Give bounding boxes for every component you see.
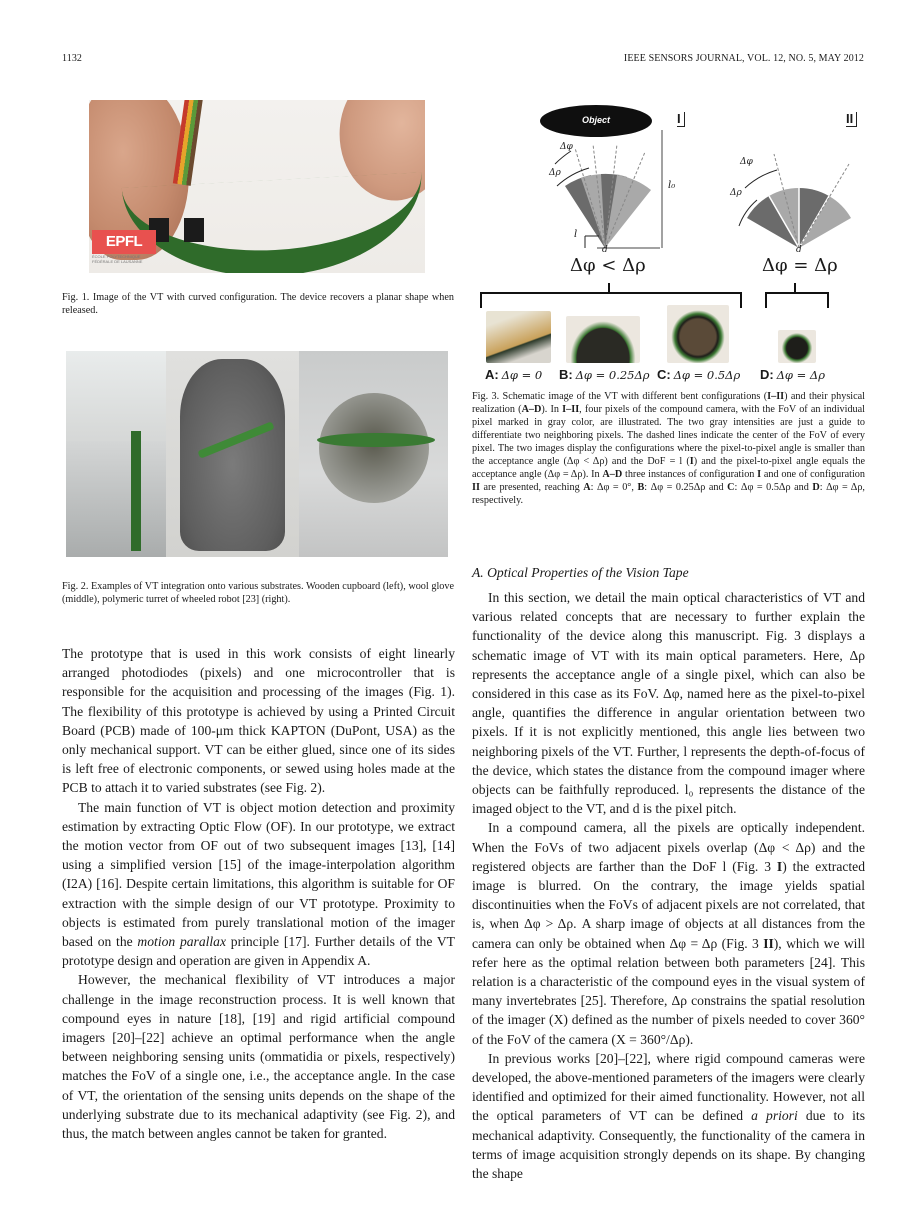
- figure-1-caption: Fig. 1. Image of the VT with curved configuration. The device recovers a planar shape when released.: [62, 292, 454, 316]
- l-label: l: [574, 229, 578, 240]
- page-number: 1132: [62, 53, 83, 64]
- paragraph: In a compound camera, all the pixels are optically independent. When the FoVs of two adjacent pixels overlap (Δφ < Δρ) and the registered objects are farther than the DoF l (Fig. 3 I) the extracted image is blurred. On the contrary, the image yields spatial discontinuities when the FoVs of adjacent pixels are not correlated, that is, when Δφ > Δρ. A sharp image of objects at all distances from the camera can only be obtained when Δφ = Δρ (Fig. 3 II), which we will refer here as the optimal relation between both parameters [24]. This relation is a characteristic of the compound eyes in the visual system of many invertebrates [25]. Therefore, Δρ constrains the spatial resolution of the imager (X) defined as the number of pixels needed to cover 360° of the FoV of the camera (X = 360°/Δρ).: [472, 820, 866, 1047]
- d-label: d: [602, 245, 608, 255]
- left-column-body: [62, 644, 455, 1143]
- relation-I: Δφ < Δρ: [570, 255, 646, 276]
- thumb-C-cylinder: [667, 305, 729, 363]
- thumb-D-label: D: Δφ = Δρ: [760, 367, 825, 382]
- thumb-A-label: A: Δφ = 0: [485, 367, 543, 382]
- thumb-D-small-cylinder: [778, 330, 816, 363]
- thumb-C-label: C: Δφ = 0.5Δρ: [657, 367, 741, 382]
- brace-II: [765, 292, 829, 308]
- section-heading: A. Optical Properties of the Vision Tape: [472, 565, 689, 580]
- paragraph: In this section, we detail the main optical characteristics of VT and various related concepts that are necessary to further explain the functionality of the device along this manuscript. Fig. 3 displays a schematic image of VT with its main optical parameters. Here, Δρ represents the acceptance angle of a single pixel, which can also be considered in this case as its FoV. Δφ, named here as the pixel-to-pixel angle, quantifies the difference in angular orientation between two pixels. If it is not explicitly mentioned, this angle lies between two neighboring pixels of the VT. Further, l represents the depth-of-focus of the device, which states the distance from the compound imager where objects can be faithfully reproduced. l₀ represents the distance of the imaged object to the VT, and d is the pixel pitch.: [472, 590, 865, 817]
- figure-1-photo: [89, 100, 425, 273]
- thumb-A-flat: [486, 311, 551, 363]
- paragraph: However, the mechanical flexibility of VT introduces a major challenge in the image reconstruction process. It is well known that compound eyes in nature [18], [19] and rigid artificial compound imagers [20]–[22] achieve an optimal performance when the angle between neighboring sensing units (ommatidia or pixels, respectively) matches the FoV of a single one, i.e., the acceptance angle. In the case of VT, the orientation of the sensing units depends on the shape of the underlying substrate due to its mechanical adaptivity (see Fig. 2), and thus, the match between angles cannot be taken for granted.: [62, 972, 455, 1142]
- chip-icon: [184, 218, 204, 242]
- paragraph: The main function of VT is object motion detection and proximity estimation by extracting Optic Flow (OF). In our prototype, we extract the motion vector from OF out of two subsequent images [13], [14] using a simplified version [15] of the image-interpolation algorithm (I2A) [16]. Despite certain limitations, this algorithm is suitable for OF extraction with the simple design of our VT prototype. Proximity to objects is estimated from purely translational motion of the imager based on the motion parallax principle [17]. Further details of the VT prototype design and operation are given in Appendix A.: [62, 799, 455, 969]
- drho-label: Δρ: [549, 168, 561, 178]
- ribbon-cable-image: [173, 100, 203, 186]
- cupboard-photo: [66, 351, 166, 557]
- dphi-label: Δφ: [560, 142, 573, 152]
- right-column-body: [472, 588, 865, 1183]
- config-I-label: I: [677, 112, 685, 127]
- figure-2-caption: Fig. 2. Examples of VT integration onto various substrates. Wooden cupboard (left), wool glove (middle), polymeric turret of wheeled robot [23] (right).: [62, 581, 454, 605]
- glove-photo: [166, 351, 299, 557]
- thumb-B-label: B: Δφ = 0.25Δρ: [559, 367, 650, 382]
- relation-II: Δφ = Δρ: [762, 255, 838, 276]
- object-cloud: Object: [540, 105, 652, 137]
- paragraph: In previous works [20]–[22], where rigid compound cameras were developed, the above-mentioned parameters of the imagers were clearly identified and optimized for their aimed functionality. However, not all the optical parameters of VT can be defined a priori due to its mechanical adaptivity. Consequently, the functionality of the camera in terms of image acquisition strongly depends on its shape. By changing the shape: [472, 1050, 865, 1182]
- figure-2-photo-strip: [66, 351, 448, 557]
- robot-photo: [299, 351, 448, 557]
- paragraph: The prototype that is used in this work consists of eight linearly arranged photodiodes (pixels) and one microcontroller that is responsible for the acquisition and processing of the images (Fig. 1). The flexibility of this prototype is achieved by using a Printed Circuit Board (PCB) made of 100-μm thick KAPTON (DuPont, USA) as the only mechanical support. VT can be either glued, since one of its sides is left free of electronic components, or sewed using holes made at the PCB to attach it to varied substrates (see Fig. 2).: [62, 646, 455, 796]
- dphi-label: Δφ: [740, 157, 753, 167]
- journal-header: IEEE SENSORS JOURNAL, VOL. 12, NO. 5, MAY 2012: [623, 53, 864, 64]
- figure-3-caption: Fig. 3. Schematic image of the VT with different bent configurations (I–II) and their physical realization (A–D). In I–II, four pixels of the compound camera, with the FoV of an individual pixel marked in gray color, are illustrated. The two gray intensities are just a guide to differentiate two neighboring pixels. The dashed lines indicate the center of the FoV of every pixel. The two images display the configurations where the pixel-to-pixel angle is smaller than the acceptance angle (Δφ < Δρ) and the DoF = l (I) and the pixel-to-pixel angle equals the acceptance angle (Δφ = Δρ). In A–D three instances of configuration I and one of configuration II are presented, reaching A: Δφ = 0°, B: Δφ = 0.25Δρ and C: Δφ = 0.5Δρ and D: Δφ = Δρ, respectively.: [472, 391, 866, 506]
- config-II-label: II: [846, 112, 857, 127]
- thumb-B-curved: [566, 316, 640, 363]
- d-label: d: [796, 245, 802, 255]
- l0-label: l₀: [668, 180, 676, 191]
- epfl-logo: EPFL ÉCOLE POLYTECHNIQUE FÉDÉRALE DE LAUSANNE: [92, 230, 156, 270]
- figure-3-schematic: [472, 95, 892, 385]
- drho-label: Δρ: [730, 188, 742, 198]
